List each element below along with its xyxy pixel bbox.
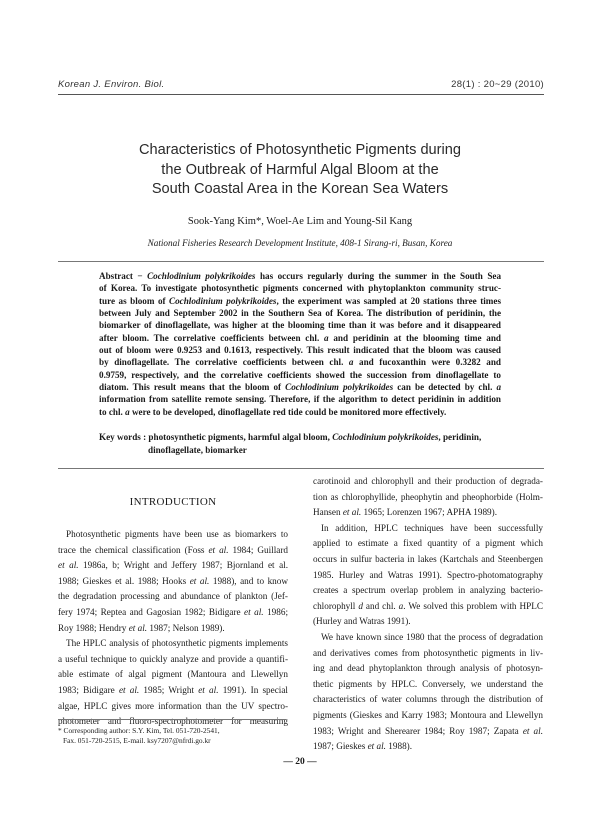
text-segment: pigments (Gieskes and Karry 1983; Montoura and Llewellyn	[313, 709, 543, 720]
text-line	[99, 356, 501, 368]
text-line	[99, 393, 501, 405]
text-segment: characteristics of water columns through the distribution of	[313, 694, 543, 705]
text-line	[99, 369, 501, 381]
text-segment: and chl.	[362, 600, 399, 611]
text-segment: able estimate of algal pigment (Mantoura and Llewellyn	[58, 669, 288, 680]
text-segment: to chl.	[99, 406, 126, 417]
italic-term: a	[324, 332, 329, 343]
text-segment: information from satellite remote sensing. Therefore, if the algorithm to detect peridinin in addition	[99, 394, 501, 405]
text-line	[313, 599, 543, 615]
text-line	[313, 692, 543, 708]
text-segment: 1985; Wright	[139, 684, 199, 695]
text-segment: photometer and fluoro-spectrophotometer for measuring	[58, 716, 288, 727]
abstract-top-rule	[58, 261, 544, 262]
footnote	[58, 726, 298, 746]
italic-term: et al.	[58, 560, 79, 571]
text-line	[58, 667, 288, 683]
authors: Sook-Yang Kim*, Woel-Ae Lim and Young-Sil Kang	[187, 216, 413, 227]
text-segment: were to be developed, dinoflagellate red tide could be monitored more effectively.	[129, 406, 447, 417]
text-line	[313, 474, 543, 490]
right-column-text	[313, 474, 543, 755]
text-segment: thetic pigments by HPLC. Conversely, we understand the	[313, 678, 543, 689]
text-segment: 1988).	[385, 741, 413, 752]
italic-term: a	[398, 600, 404, 611]
text-line	[99, 332, 501, 344]
text-line	[313, 677, 543, 693]
text-segment: Roy 1988; Hendry	[58, 622, 129, 633]
text-segment: , peridinin,	[438, 432, 482, 442]
text-segment: biomarker of dinoflagellate, was higher at the blooming time than it was before and it disappeared	[99, 320, 501, 331]
text-segment: 1991). In special	[218, 684, 288, 695]
italic-term: a	[348, 357, 354, 368]
italic-term: d	[358, 600, 363, 611]
text-line	[313, 708, 543, 724]
text-segment: 1987; Nelson 1989).	[147, 622, 225, 633]
text-segment: Abstract −	[99, 271, 148, 281]
text-segment: carotinoid and chlorophyll and their production of degrada-	[313, 476, 543, 486]
running-head	[58, 79, 544, 95]
text-line	[58, 605, 288, 621]
footnote-line: Fax. 051-720-2515, E-mail. ksy7207@nfrdi.go.kr	[63, 736, 211, 745]
text-segment: and peridinin at the blooming time and	[328, 332, 501, 343]
journal-name: Korean J. Environ. Biol.	[58, 79, 165, 90]
text-segment: chlorophyll	[313, 600, 359, 611]
text-line	[99, 381, 501, 393]
keywords	[99, 431, 509, 456]
text-segment: In addition, HPLC techniques have been successfully	[321, 522, 543, 533]
keywords-line-1	[99, 431, 509, 444]
text-segment: 1988; Gieskes et al. 1988; Hooks	[58, 575, 190, 586]
text-segment: trace the chemical classification (Foss	[58, 544, 209, 555]
paper-title	[100, 141, 500, 200]
text-segment: ing and dead phytoplankton through analysis of photosyn-	[313, 663, 543, 674]
text-segment: between July and September 2002 in the Southern Sea of Korea. The distribution of peridinin, the	[99, 308, 501, 319]
text-line	[58, 589, 288, 605]
text-segment: 1985. Hurley and Watras 1991). Spectro-photomatography	[313, 569, 543, 580]
text-segment: a useful technique to quickly analyze and provide a quantifi-	[58, 653, 288, 664]
text-segment: diatom. This result means that the bloom of	[99, 382, 286, 393]
text-segment: after bloom. The correlative coefficients between chl.	[99, 332, 325, 343]
text-line	[313, 724, 543, 740]
text-segment: Key words : photosynthetic pigments, harmful algal bloom,	[99, 432, 333, 442]
text-segment: applied to estimate a fixed quantity of a pigment which	[313, 538, 543, 549]
italic-term: et al.	[128, 622, 148, 633]
italic-term: Cochlodinium polykrikoides	[285, 382, 394, 393]
text-line	[313, 521, 543, 537]
italic-term: et al.	[118, 684, 140, 695]
text-segment: fery 1974; Reptea and Gagosian 1982; Bidigare	[58, 606, 245, 617]
text-line	[58, 527, 288, 543]
volume-pages: 28(1) : 20~29 (2010)	[451, 79, 544, 90]
text-line	[313, 583, 543, 599]
text-segment: 1987; Gieskes	[313, 741, 368, 752]
text-segment: occurs in sulfur bacteria in lakes (Kartchals and Steenbergen	[313, 553, 543, 564]
text-line	[99, 270, 501, 282]
page-number: — 20 —	[283, 757, 317, 767]
text-segment: tion as chlorophyllide, pheophytin and pheophorbide (Holm-	[313, 491, 543, 502]
text-line	[58, 574, 288, 590]
text-segment: ture as bloom of	[99, 295, 170, 306]
text-line	[313, 614, 543, 630]
italic-term: Cochlodinium polykrikoides	[147, 271, 256, 281]
italic-term: et al.	[189, 575, 210, 586]
text-segment: . We solved this problem with HPLC	[403, 600, 543, 611]
italic-term: et al.	[244, 606, 264, 617]
text-segment: Hansen	[313, 507, 343, 518]
text-segment: can be detected by chl.	[393, 382, 497, 393]
text-segment: out of bloom were 0.9253 and 0.1613, respectively. This result indicated that the bloom was caused	[99, 345, 501, 356]
italic-term: a	[496, 382, 501, 393]
footnote-rule	[58, 719, 286, 720]
text-line	[313, 739, 543, 755]
header-rule	[58, 94, 544, 95]
text-line	[58, 652, 288, 668]
italic-term: Cochlodinium polykrikoides	[332, 432, 439, 442]
text-segment: and derivatives comes from photosynthetic pigments in liv-	[313, 647, 543, 658]
text-line	[313, 568, 543, 584]
text-segment: algae, HPLC gives more information than the UV spectro-	[58, 700, 288, 711]
text-line	[58, 543, 288, 559]
title-line: the Outbreak of Harmful Algal Bloom at the	[161, 161, 439, 178]
text-segment: We have known since 1980 that the process of degradation	[321, 631, 543, 642]
title-line: South Coastal Area in the Korean Sea Waters	[151, 181, 449, 197]
text-line	[313, 630, 543, 646]
italic-term: et al.	[208, 544, 229, 555]
left-column-text	[58, 527, 288, 730]
text-segment: 1965; Lorenzen 1967; APHA 1989).	[361, 507, 497, 518]
text-segment: The HPLC analysis of photosynthetic pigments implements	[66, 638, 288, 649]
text-line	[58, 621, 288, 637]
text-line	[313, 552, 543, 568]
italic-term: et al.	[367, 741, 386, 752]
text-line	[313, 646, 543, 662]
text-line	[58, 699, 288, 715]
text-line	[313, 490, 543, 506]
text-segment: Photosynthetic pigments have been use as biomarkers to	[66, 529, 288, 539]
italic-term: et al.	[198, 684, 219, 695]
keywords-line-2: dinoflagellate, biomarker	[148, 444, 247, 455]
text-segment: by dinoflagellate. The correlative coefficients between chl.	[99, 357, 349, 368]
text-line	[99, 319, 501, 331]
text-segment: , the experiment was sampled at 20 stations three times	[276, 295, 501, 306]
text-line	[99, 295, 501, 307]
text-segment: 0.9759, respectively, and the correlative coefficients showed the succession from dinoflagellate to	[99, 369, 501, 380]
footnote-line: * Corresponding author: S.Y. Kim, Tel. 051-720-2541,	[58, 726, 220, 735]
text-segment: of Korea. To investigate photosynthetic pigments concerned with phytoplankton community struc-	[99, 283, 501, 294]
abstract-bottom-rule	[58, 468, 544, 469]
text-segment: 1984; Guillard	[228, 544, 288, 555]
text-segment: (Hurley and Watras 1991).	[313, 616, 411, 627]
text-segment: 1986;	[263, 606, 288, 617]
affiliation: National Fisheries Research Development Institute, 408-1 Sirang-ri, Busan, Korea	[147, 238, 453, 248]
text-line	[313, 536, 543, 552]
italic-term: et al.	[522, 725, 543, 736]
italic-term: et al.	[342, 507, 362, 518]
text-line	[313, 505, 543, 521]
text-segment: creates a spectrum overlap problem in analyzing bacterio-	[313, 585, 543, 596]
abstract	[99, 270, 501, 418]
text-line	[58, 683, 288, 699]
text-segment: 1983; Bidigare	[58, 684, 119, 695]
italic-term: Cochlodinium polykrikoides	[169, 295, 277, 306]
text-line	[58, 636, 288, 652]
text-segment: has occurs regularly during the summer in the South Sea	[255, 271, 502, 281]
text-line	[313, 661, 543, 677]
text-segment: 1986a, b; Wright and Jeffery 1987; Bjornland et al.	[78, 560, 288, 571]
text-segment: 1988), and to know	[209, 575, 289, 586]
text-segment: 1983; Wright and Sherearer 1984; Roy 1987; Zapata	[313, 725, 523, 736]
text-line	[99, 406, 501, 418]
text-line	[99, 307, 501, 319]
text-segment: and fucoxanthin were 0.3282 and	[353, 357, 501, 368]
section-heading-introduction: INTRODUCTION	[129, 496, 217, 508]
text-line	[99, 344, 501, 356]
italic-term: a	[125, 406, 130, 417]
text-segment: the degradation processing and abundance of plankton (Jef-	[58, 591, 288, 602]
text-line	[58, 558, 288, 574]
title-line: Characteristics of Photosynthetic Pigments during	[138, 142, 462, 158]
text-line	[99, 282, 501, 294]
